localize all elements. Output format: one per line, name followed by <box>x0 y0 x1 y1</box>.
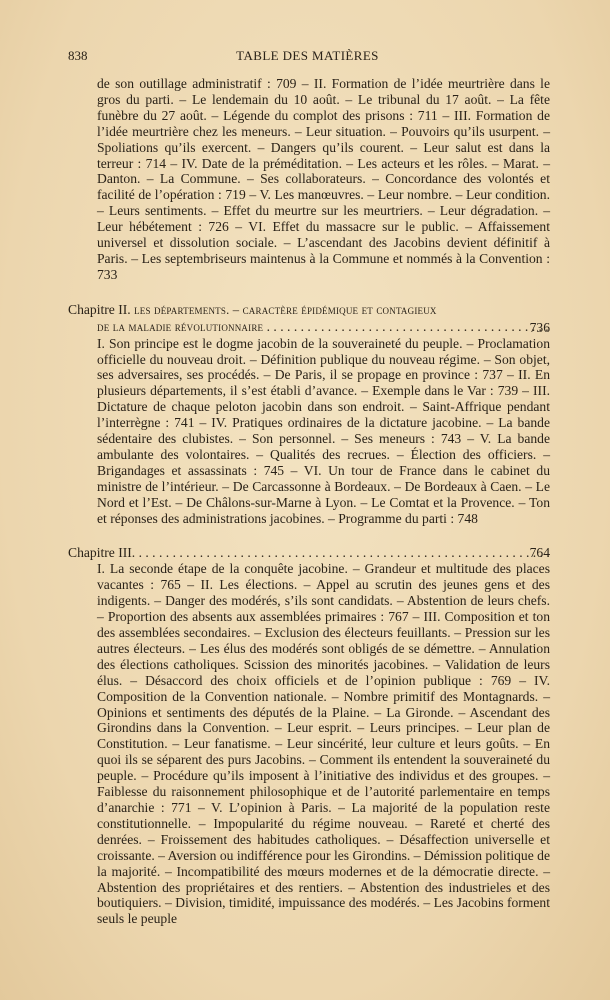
chapter-3-page-number: 764 <box>529 545 550 561</box>
chapter-3-label: Chapitre III. <box>68 545 136 561</box>
page-header <box>68 48 547 66</box>
continuation-paragraph: de son outillage administratif : 709 – II. Formation de l’idée meurtrière dans le gros du parti. – Le lendemain du 10 août. – Le tribunal du 17 août. – La fête funèbre du 27 août. – Légende du complot des prisons : 711 – III. Formation de l’idée meurtrière chez les meneurs. – Leur situation. – Pouvoirs qu’ils usurpent. – Spoliations qu’ils exercent. – Dangers qu’ils courent. – Leur salut est dans la terreur : 714 – IV. Date de la préméditation. – Les acteurs et les rôles. – Marat. – Danton. – La Commune. – Ses collaborateurs. – Concordance des volontés et facilité de l’opération : 719 – V. Les manœuvres. – Leur nombre. – Leur condition. – Leurs sentiments. – Effet du meurtre sur les meurtriers. – Leur dégradation. – Leur hébétement : 726 – VI. Effet du massacre sur le public. – Affaissement universel et dissolution sociale. – L’ascendant des Jacobins devient définitif à Paris. – Les septembriseurs maintenus à la Commune et nommés à la Convention : 733 <box>97 76 550 282</box>
chapter-2-label: Chapitre II. <box>68 301 131 317</box>
chapter-3-heading <box>68 545 550 561</box>
chapter-2-heading-line2 <box>68 319 550 336</box>
chapter-2-entry <box>68 302 550 527</box>
chapter-3-heading-line <box>68 545 550 561</box>
table-of-contents <box>68 76 550 927</box>
chapter-2-heading-line1 <box>68 302 550 319</box>
chapter-2-title-line2: de la maladie révolutionnaire <box>97 319 264 334</box>
chapter-2-page-number: 736 <box>529 319 550 335</box>
chapter-2-heading <box>68 302 550 336</box>
chapter-2-title-line1: les départements. – caractère épidémique et contagieux <box>134 302 437 317</box>
chapter-2-summary: I. Son principe est le dogme jacobin de la souveraineté du peuple. – Proclamation officielle du nouveau droit. – Définition publique du nouveau régime. – Son objet, ses adversaires, ses procédés. – De Paris, il se propage en province : 737 – II. En plusieurs départements, il s’est établi d’avance. – Exemple dans le Var : 739 – III. Dictature de chaque peloton jacobin dans son endroit. – Saint-Affrique pendant l’interrègne : 741 – IV. Pratiques ordinaires de la dictature jacobine. – La bande sédentaire des clubistes. – Son personnel. – Ses meneurs : 743 – V. La bande ambulante des volontaires. – Qualités des recrues. – Élection des officiers. – Brigandages et assassinats : 745 – VI. Un tour de France dans le cabinet du ministre de l’intérieur. – De Carcassonne à Bordeaux. – De Bordeaux à Caen. – Le Nord et l’Est. – De Châlons-sur-Marne à Lyon. – Le Comtat et la Provence. – Ton et réponses des administrations jacobines. – Programme du parti : 748 <box>97 335 550 526</box>
running-title: TABLE DES MATIÈRES <box>236 48 379 63</box>
chapter-3-entry <box>68 545 550 927</box>
chapter-3-summary: I. La seconde étape de la conquête jacobine. – Grandeur et multitude des places vacantes : 765 – II. Les élections. – Appel au scrutin des jeunes gens et des indigents. – Danger des modérés, s’ils sont candidats. – Abstention de leurs chefs. – Proportion des absents aux assemblées primaires : 767 – III. Composition et ton des assemblées secondaires. – Exclusion des électeurs feuillants. – Pression sur les autres électeurs. – Les élus des modérés sont obligés de se démettre. – Annulation des élections catholiques. Scission des minorités jacobines. – Validation de leurs élus. – Désaccord des choix officiels et de l’opinion publique : 769 – IV. Composition de la Convention nationale. – Nombre primitif des Montagnards. – Opinions et sentiments des députés de la Plaine. – La Gironde. – Ascendant des Girondins dans la Convention. – Leur esprit. – Leurs principes. – Leur plan de Constitution. – Leur fanatisme. – Leur sincérité, leur culture et leurs goûts. – En quoi ils se séparent des purs Jacobins. – Comment ils entendent la souveraineté du peuple. – Procédure qu’ils imposent à l’initiative des individus et des groupes. – Faiblesse du raisonnement philosophique et de l’autorité parlementaire en temps d’anarchie : 771 – V. L’opinion à Paris. – La majorité de la population reste constitutionnelle. – Impopularité du régime nouveau. – Rareté et cherté des denrées. – Froissement des habitudes catholiques. – Désaffection universelle et croissante. – Aversion ou indifférence pour les Girondins. – Démission politique de la majorité. – Incompatibilité des mœurs modernes et de la démocratie directe. – Abstention des propriétaires et des rentiers. – Abstention des industrieles et des boutiquiers. – Division, timidité, impuissance des modérés. – Les Jacobins forment seuls le peuple <box>97 561 550 927</box>
page-number: 838 <box>68 48 88 63</box>
